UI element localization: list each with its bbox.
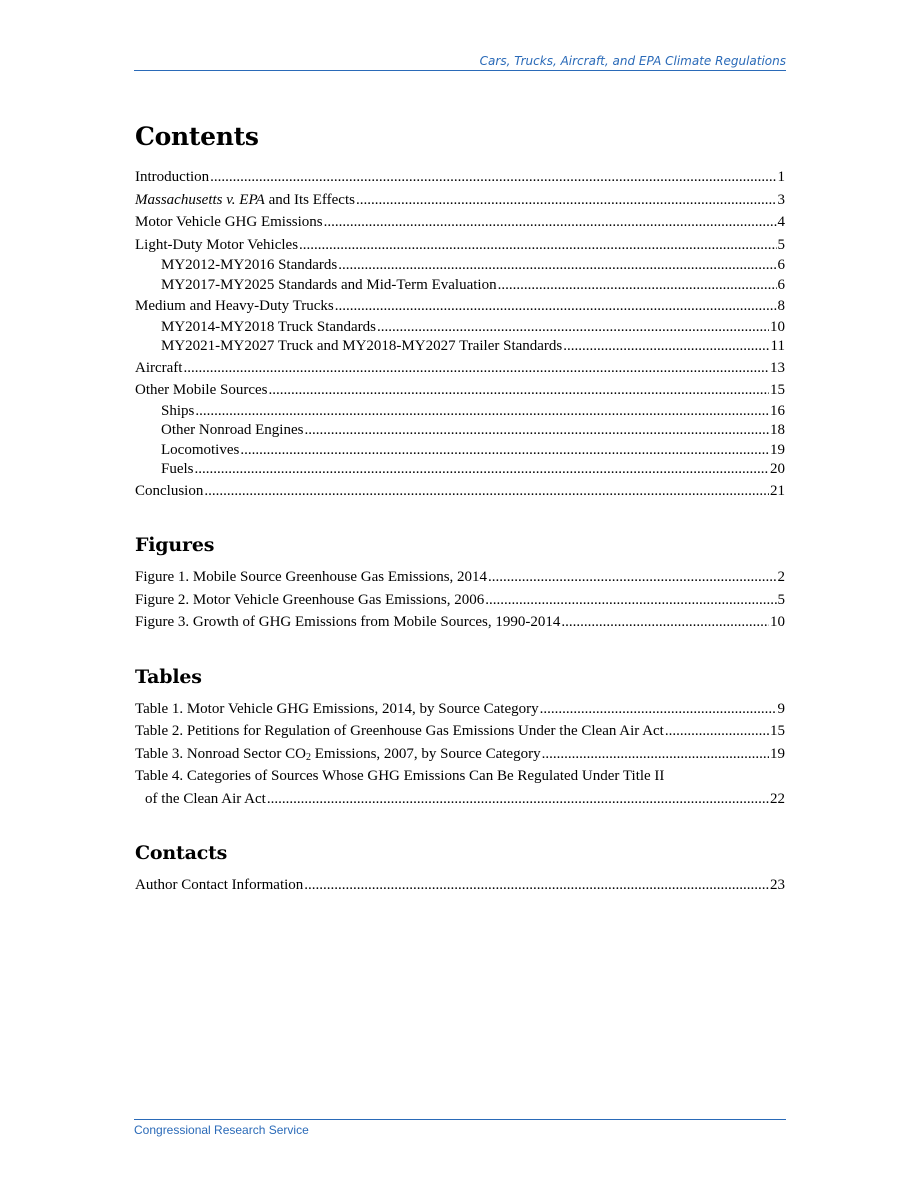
toc-entry-motor-vehicle-ghg[interactable]: [135, 211, 785, 234]
toc-entry-other-mobile[interactable]: [135, 379, 785, 402]
toc-entry-page: 20: [770, 461, 785, 477]
contents-heading: Contents: [135, 122, 259, 151]
dot-leader: [183, 357, 769, 380]
toc-entry-massachusetts[interactable]: [135, 189, 785, 212]
toc-entry-page: 19: [770, 441, 785, 458]
tables-heading: Tables: [135, 665, 202, 688]
toc-entry-page: 21: [770, 482, 785, 499]
toc-entry-label: Introduction: [135, 169, 210, 185]
dot-leader: [204, 480, 769, 503]
toc-entry-ships[interactable]: [135, 402, 785, 422]
toc-entry-page: 23: [770, 877, 785, 893]
label-rest: and Its Effects: [264, 191, 355, 208]
toc-entry-label: Ships: [161, 402, 195, 419]
toc-entry-label: Figure 1. Mobile Source Greenhouse Gas Emissions, 2014: [135, 569, 488, 585]
toc-entry-page: 5: [777, 236, 785, 253]
case-name: Massachusetts v. EPA: [135, 191, 265, 208]
dot-leader: [210, 166, 776, 189]
toc-entry-label-line2: of the Clean Air Act: [145, 790, 266, 807]
dot-leader: [563, 337, 769, 357]
toc-entry-table-2[interactable]: [135, 720, 785, 743]
toc-entry-label: MY2017-MY2025 Standards and Mid-Term Evaluation: [161, 276, 497, 293]
dot-leader: [240, 441, 769, 461]
dot-leader: [540, 698, 777, 721]
toc-entry-label: MY2014-MY2018 Truck Standards: [161, 318, 377, 335]
toc-entry-page: 1: [777, 169, 785, 185]
toc-entry-table-1[interactable]: [135, 698, 785, 721]
toc-entry-page: 9: [777, 700, 785, 717]
dot-leader: [304, 874, 769, 897]
toc-entry-label: Table 2. Petitions for Regulation of Greenhouse Gas Emissions Under the Clean Air Act: [135, 723, 664, 739]
toc-entry-page: 10: [770, 318, 785, 335]
toc-entry-label: Conclusion: [135, 482, 204, 499]
figures-heading: Figures: [135, 534, 215, 556]
toc-entry-my2014[interactable]: [135, 318, 785, 338]
toc-entry-page: 6: [777, 257, 785, 273]
toc-entry-label: Fuels: [161, 461, 194, 477]
toc-entry-label: Table 1. Motor Vehicle GHG Emissions, 2014, by Source Category: [135, 700, 539, 717]
toc-entry-page: 18: [770, 422, 785, 438]
toc-entry-page: 16: [770, 402, 785, 419]
toc-entry-label-line1: Table 4. Categories of Sources Whose GHG Emissions Can Be Regulated Under Title II: [135, 768, 665, 784]
contacts-section: [135, 842, 785, 897]
dot-leader: [338, 256, 776, 276]
running-header: Cars, Trucks, Aircraft, and EPA Climate Regulations: [134, 54, 786, 71]
dot-leader: [356, 189, 777, 212]
toc-entry-page: 22: [770, 790, 785, 807]
label-pre: Table 3. Nonroad Sector CO: [135, 745, 306, 762]
toc-entry-label: Light-Duty Motor Vehicles: [135, 236, 299, 253]
toc-entry-label: Other Nonroad Engines: [161, 422, 304, 438]
dot-leader: [498, 276, 777, 296]
toc-entry-light-duty[interactable]: [135, 234, 785, 257]
toc-entry-my2017[interactable]: [135, 276, 785, 296]
dot-leader: [485, 589, 776, 612]
table-of-contents: [135, 122, 785, 897]
dot-leader: [267, 788, 769, 811]
label-post: Emissions, 2007, by Source Category: [311, 745, 541, 762]
dot-leader: [195, 460, 769, 480]
toc-entry-page: 19: [770, 745, 785, 762]
toc-entry-page: 2: [777, 569, 785, 585]
toc-entry-figure-1[interactable]: [135, 566, 785, 589]
subscript: 2: [306, 751, 311, 763]
dot-leader: [561, 611, 769, 634]
dot-leader: [195, 402, 769, 422]
dot-leader: [268, 379, 769, 402]
toc-entry-locomotives[interactable]: [135, 441, 785, 461]
toc-entry-label: Medium and Heavy-Duty Trucks: [135, 298, 334, 314]
toc-entry-page: 10: [770, 614, 785, 630]
toc-entry-label: MY2012-MY2016 Standards: [161, 257, 338, 273]
toc-entry-line2: [135, 788, 785, 811]
toc-entry-author-contact[interactable]: [135, 874, 785, 897]
toc-entry-conclusion[interactable]: [135, 480, 785, 503]
toc-entry-my2021[interactable]: [135, 337, 785, 357]
toc-entry-label: [135, 743, 541, 766]
toc-entry-page: 8: [777, 298, 785, 314]
toc-entry-medium-heavy[interactable]: [135, 295, 785, 318]
toc-entry-my2012[interactable]: [135, 256, 785, 276]
toc-entry-introduction[interactable]: [135, 166, 785, 189]
tables-section: [135, 666, 785, 811]
toc-entry-page: 6: [777, 276, 785, 293]
toc-entry-page: 13: [770, 359, 785, 376]
toc-entry-figure-3[interactable]: [135, 611, 785, 634]
toc-entry-label: [135, 189, 355, 212]
dot-leader: [542, 743, 769, 766]
dot-leader: [665, 720, 769, 743]
dot-leader: [335, 295, 777, 318]
dot-leader: [299, 234, 776, 257]
toc-entry-page: 4: [777, 214, 785, 230]
toc-entry-label: Other Mobile Sources: [135, 382, 268, 398]
dot-leader: [377, 318, 769, 338]
toc-entry-label: MY2021-MY2027 Truck and MY2018-MY2027 Trailer Standards: [161, 338, 563, 354]
toc-entry-page: 15: [770, 723, 785, 739]
toc-entry-label: Motor Vehicle GHG Emissions: [135, 214, 323, 230]
toc-entry-page: 15: [770, 382, 785, 398]
toc-entry-label: Figure 3. Growth of GHG Emissions from Mobile Sources, 1990-2014: [135, 614, 561, 630]
figures-section: [135, 534, 785, 634]
contacts-heading: Contacts: [135, 842, 228, 864]
dot-leader: [488, 566, 776, 589]
toc-entry-table-4[interactable]: [135, 765, 785, 810]
page-footer: Congressional Research Service: [134, 1119, 786, 1137]
toc-entry-label: Aircraft: [135, 359, 183, 376]
toc-entry-page: 5: [777, 591, 785, 608]
toc-entry-page: 11: [770, 338, 785, 354]
toc-entry-figure-2[interactable]: [135, 589, 785, 612]
toc-entry-table-3[interactable]: [135, 743, 785, 766]
dot-leader: [324, 211, 777, 234]
toc-entry-nonroad-engines[interactable]: [135, 421, 785, 441]
toc-entry-page: 3: [777, 191, 785, 208]
dot-leader: [304, 421, 769, 441]
toc-entry-aircraft[interactable]: [135, 357, 785, 380]
toc-entry-label: Author Contact Information: [135, 877, 304, 893]
toc-entry-label: Figure 2. Motor Vehicle Greenhouse Gas Emissions, 2006: [135, 591, 485, 608]
toc-entry-fuels[interactable]: [135, 460, 785, 480]
toc-entry-label: Locomotives: [161, 441, 240, 458]
